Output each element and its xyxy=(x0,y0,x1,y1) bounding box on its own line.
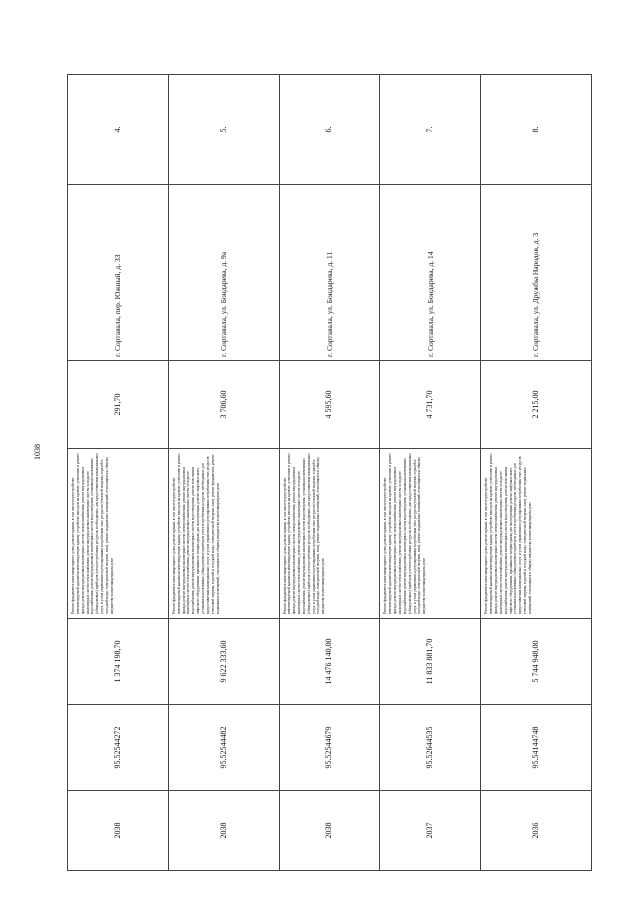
cell-address: г. Сортавала, ул. Бондарева, д. 9а xyxy=(168,185,279,361)
table-row xyxy=(481,75,592,871)
cell-address: г. Сортавала, пер. Южный, д. 33 xyxy=(68,185,169,361)
cell-area: 3 706,60 xyxy=(168,361,279,449)
cell-works: Ремонт фундамента многоквартирного дома, ремонт крыши, в том числе переустройство невентилируемой крыши на вентилируемую крышу, устройство выходов на кровлю, утепление и ремонт фасада, ремонт внутридомовых инженерных систем электроснабжения, ремонт внутридомовых инженерных систем теплоснабжения, ремонт внутридомовых инженерных систем холодного водоснабжения, ремонт внутридомовых инженерных систем водоотведения, ремонт или замена лифтового оборудования, признанного непригодным для эксплуатации, ремонт лифтовых шахт, установка коллективных (общедомовых) приборов учета потребления ресурсов, необходимых для предоставления коммунальных услуг, и узлов управления и регулирования потребления этих ресурсов (тепловой энергии, горячей и холодной воды, электрической энергии, газа), ремонт подвальных помещений, относящихся к общему имуществу в многоквартирном доме xyxy=(481,449,592,619)
rotated-table-wrapper xyxy=(67,75,592,871)
cell-year: 2038 xyxy=(168,791,279,871)
cell-number: 8. xyxy=(481,75,592,185)
table-row xyxy=(68,75,169,871)
cell-number: 4. xyxy=(68,75,169,185)
cell-code: 95.52544272 xyxy=(68,705,169,791)
cell-works: Ремонт фундамента многоквартирного дома, ремонт крыши, в том числе переустройство невентилируемой крыши на вентилируемую крышу, устройство выходов на кровлю, утепление и ремонт фасада, ремонт внутридомовых инженерных систем электроснабжения, ремонт внутридомовых инженерных систем теплоснабжения, ремонт внутридомовых инженерных систем холодного водоснабжения, ремонт внутридомовых инженерных систем водоотведения, установка коллективных (общедомовых) приборов учета потребления ресурсов, необходимых для предоставления коммунальных услуг, и узлов управления и регулирования потребления этих ресурсов (тепловой энергии, горячей и холодной воды, электрической энергии, газа), ремонт подвальных помещений, относящихся к общему имуществу в многоквартирном доме xyxy=(68,449,169,619)
cell-number: 6. xyxy=(279,75,380,185)
cell-year: 2037 xyxy=(380,791,481,871)
cell-number: 5. xyxy=(168,75,279,185)
cell-cost: 1 374 198,70 xyxy=(68,619,169,705)
table-row xyxy=(168,75,279,871)
cell-code: 95.52544679 xyxy=(279,705,380,791)
cell-works: Ремонт фундамента многоквартирного дома, ремонт крыши, в том числе переустройство невентилируемой крыши на вентилируемую крышу, устройство выходов на кровлю, утепление и ремонт фасада, ремонт внутридомовых инженерных систем электроснабжения, ремонт внутридомовых инженерных систем теплоснабжения, ремонт внутридомовых инженерных систем холодного водоснабжения, ремонт внутридомовых инженерных систем водоотведения, установка коллективных (общедомовых) приборов учета потребления ресурсов, необходимых для предоставления коммунальных услуг, и узлов управления и регулирования потребления этих ресурсов (тепловой энергии, горячей и холодной воды, электрической энергии, газа), ремонт подвальных помещений, относящихся к общему имуществу в многоквартирном доме xyxy=(380,449,481,619)
table-row xyxy=(380,75,481,871)
cell-area: 291,70 xyxy=(68,361,169,449)
cell-address: г. Сортавала, ул. Дружбы Народов, д. 3 xyxy=(481,185,592,361)
cell-works: Ремонт фундамента многоквартирного дома, ремонт крыши, в том числе переустройство невентилируемой крыши на вентилируемую крышу, устройство выходов на кровлю, утепление и ремонт фасада, ремонт внутридомовых инженерных систем электроснабжения, ремонт внутридомовых инженерных систем теплоснабжения, ремонт внутридомовых инженерных систем холодного водоснабжения, ремонт внутридомовых инженерных систем водоотведения, установка коллективных (общедомовых) приборов учета потребления ресурсов, необходимых для предоставления коммунальных услуг, и узлов управления и регулирования потребления этих ресурсов (тепловой энергии, горячей и холодной воды, электрической энергии, газа), ремонт подвальных помещений, относящихся к общему имуществу в многоквартирном доме xyxy=(279,449,380,619)
repair-program-table xyxy=(67,74,592,871)
page-number: 1038 xyxy=(33,444,42,460)
cell-cost: 11 833 881,70 xyxy=(380,619,481,705)
cell-cost: 5 744 948,00 xyxy=(481,619,592,705)
cell-works: Ремонт фундамента многоквартирного дома, ремонт крыши, в том числе переустройство невентилируемой крыши на вентилируемую крышу, устройство выходов на кровлю, утепление и ремонт фасада, ремонт внутридомовых инженерных систем электроснабжения, ремонт внутридомовых инженерных систем теплоснабжения, ремонт внутридомовых инженерных систем холодного водоснабжения, ремонт внутридомовых инженерных систем водоотведения, ремонт или замена лифтового оборудования, признанного непригодным для эксплуатации, ремонт лифтовых шахт, установка коллективных (общедомовых) приборов учета потребления ресурсов, необходимых для предоставления коммунальных услуг, и узлов управления и регулирования потребления этих ресурсов (тепловой энергии, горячей и холодной воды, электрической энергии, газа), ремонт фундамента, ремонт подвальных помещений, относящихся к общему имуществу в многоквартирном доме xyxy=(168,449,279,619)
cell-code: 95.54144748 xyxy=(481,705,592,791)
cell-address: г. Сортавала, ул. Бондарева, д. 11 xyxy=(279,185,380,361)
cell-cost: 9 622 333,60 xyxy=(168,619,279,705)
cell-address: г. Сортавала, ул. Бондарева, д. 14 xyxy=(380,185,481,361)
cell-area: 4 731,70 xyxy=(380,361,481,449)
cell-area: 4 595,60 xyxy=(279,361,380,449)
cell-cost: 14 476 140,00 xyxy=(279,619,380,705)
cell-code: 95.52544482 xyxy=(168,705,279,791)
cell-number: 7. xyxy=(380,75,481,185)
cell-area: 2 215,00 xyxy=(481,361,592,449)
cell-code: 95.52644535 xyxy=(380,705,481,791)
table-row xyxy=(279,75,380,871)
cell-year: 2038 xyxy=(279,791,380,871)
cell-year: 2036 xyxy=(481,791,592,871)
cell-year: 2038 xyxy=(68,791,169,871)
